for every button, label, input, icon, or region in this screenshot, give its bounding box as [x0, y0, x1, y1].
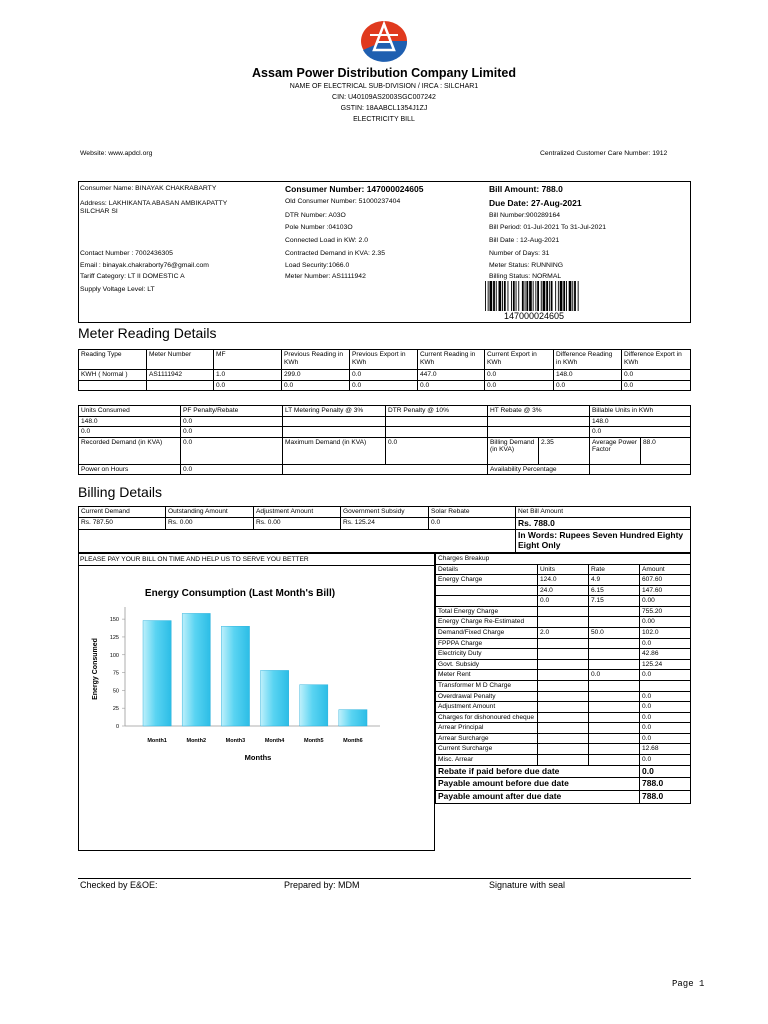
- total-value: 788.0: [640, 778, 691, 791]
- barcode-bar: [488, 281, 489, 311]
- barcode-bar: [543, 281, 546, 311]
- table-header: Solar Rebate: [429, 507, 516, 518]
- table-cell: 124.0: [538, 575, 589, 586]
- table-cell: 2.35: [539, 437, 590, 464]
- y-axis-label: Energy Consumed: [92, 638, 99, 700]
- table-cell: [538, 680, 589, 691]
- old-consumer-number: Old Consumer Number: 51000237404: [285, 198, 401, 205]
- table-row: [79, 530, 691, 553]
- table-header: HT Rebate @ 3%: [488, 406, 590, 417]
- table-row: [436, 606, 691, 617]
- table-header: Amount: [640, 564, 691, 575]
- table-cell: 12.68: [640, 744, 691, 755]
- table-cell: [79, 380, 147, 391]
- barcode-bar: [569, 281, 572, 311]
- prepared-by: Prepared by: MDM: [284, 880, 360, 890]
- barcode-bar: [502, 281, 503, 311]
- tariff-category: Tariff Category: LT II DOMESTIC A: [80, 273, 185, 280]
- table-cell: 4.9: [589, 575, 640, 586]
- table-row: [79, 427, 691, 438]
- table-cell: 148.0: [79, 416, 181, 427]
- table-cell: [538, 723, 589, 734]
- barcode-bar: [560, 281, 563, 311]
- table-cell: 88.0: [641, 437, 691, 464]
- y-tick-label: 25: [112, 706, 119, 713]
- table-cell: [436, 585, 538, 596]
- consumer-name: Consumer Name: BINAYAK CHAKRABARTY: [80, 185, 217, 192]
- table-row: [436, 691, 691, 702]
- total-label: Payable amount after due date: [436, 791, 640, 804]
- website-link[interactable]: Website: www.apdcl.org: [80, 150, 153, 157]
- table-cell: 0.0: [181, 416, 283, 427]
- please-pay-notice: PLEASE PAY YOUR BILL ON TIME AND HELP US TO SERVE YOU BETTER: [80, 556, 309, 563]
- table-cell: Adjustment Amount: [436, 702, 538, 713]
- barcode: [485, 281, 580, 311]
- table-cell: [589, 702, 640, 713]
- table-cell: Arrear Surcharge: [436, 733, 538, 744]
- barcode-bar: [496, 281, 497, 311]
- table-header: Meter Number: [147, 350, 214, 370]
- barcode-bar: [529, 281, 532, 311]
- table-row: [436, 680, 691, 691]
- table-cell: Maximum Demand (in KVA): [283, 437, 386, 464]
- barcode-bar: [525, 281, 526, 311]
- table-cell: [538, 638, 589, 649]
- table-cell: Rs. 0.00: [254, 517, 341, 530]
- barcode-bar: [526, 281, 528, 311]
- table-cell: 607.60: [640, 575, 691, 586]
- table-header: Government Subsidy: [341, 507, 429, 518]
- number-of-days: Number of Days: 31: [489, 250, 550, 257]
- table-cell: 299.0: [282, 370, 350, 381]
- table-header: Units: [538, 564, 589, 575]
- contact-number: Contact Number : 7002436305: [80, 250, 173, 257]
- table-header: Rate: [589, 564, 640, 575]
- checked-by: Checked by E&OE:: [80, 880, 158, 890]
- table-cell: FPPPA Charge: [436, 638, 538, 649]
- table-cell: 148.0: [590, 416, 691, 427]
- bar: [261, 670, 289, 726]
- barcode-bar: [485, 281, 486, 311]
- table-cell: 7.15: [589, 596, 640, 607]
- bar: [339, 710, 367, 726]
- barcode-bar: [574, 281, 576, 311]
- table-cell: Charges for dishonoured cheque: [436, 712, 538, 723]
- table-cell: 0.0: [181, 427, 283, 438]
- table-cell: Overdrawal Penalty: [436, 691, 538, 702]
- table-cell: AS1111942: [147, 370, 214, 381]
- table-cell: 447.0: [418, 370, 485, 381]
- table-cell: 0.0: [640, 638, 691, 649]
- table-header: LT Metering Penalty @ 3%: [283, 406, 386, 417]
- bill-amount: Bill Amount: 788.0: [489, 184, 563, 194]
- load-security: Load Security:1066.0: [285, 262, 350, 269]
- table-row: [436, 554, 691, 565]
- barcode-bar: [490, 281, 493, 311]
- table-cell: Misc. Arrear: [436, 754, 538, 765]
- barcode-bar: [563, 281, 565, 311]
- table-cell: 0.00: [640, 617, 691, 628]
- table-header: Previous Reading in KWh: [282, 350, 350, 370]
- table-cell: [589, 680, 640, 691]
- table-row: [436, 617, 691, 628]
- barcode-number: 147000024605: [503, 311, 565, 321]
- subdivision-line: NAME OF ELECTRICAL SUB-DIVISION / IRCA : SILCHAR1: [289, 83, 479, 90]
- table-cell: [589, 712, 640, 723]
- table-cell: 148.0: [554, 370, 622, 381]
- table-row: [436, 754, 691, 765]
- billing-details-title: Billing Details: [78, 484, 163, 500]
- barcode-bar: [537, 281, 539, 311]
- contracted-demand: Contracted Demand in KVA: 2.35: [285, 250, 385, 257]
- table-cell: Recorded Demand (in KVA): [79, 437, 181, 464]
- customer-care: Centralized Customer Care Number: 1912: [540, 150, 668, 157]
- y-tick-label: 75: [112, 670, 119, 677]
- y-tick-label: 150: [109, 617, 119, 624]
- page-number: Page 1: [672, 979, 705, 989]
- table-header: Current Demand: [79, 507, 166, 518]
- table-cell: 0.0: [640, 733, 691, 744]
- table-row: [436, 564, 691, 575]
- x-tick-label: Month4: [264, 738, 285, 744]
- barcode-bar: [566, 281, 567, 311]
- table-cell: [538, 733, 589, 744]
- table-cell: 102.0: [640, 628, 691, 639]
- table-cell: [589, 649, 640, 660]
- meter-number: Meter Number: AS1111942: [285, 273, 366, 280]
- charges-breakup-title: Charges Breakup: [436, 554, 691, 565]
- table-cell: Arrear Principal: [436, 723, 538, 734]
- charges-breakup-table: [435, 553, 691, 804]
- signature-with-seal: Signature with seal: [489, 880, 566, 890]
- barcode-bar: [558, 281, 559, 311]
- table-cell: Energy Charge: [436, 575, 538, 586]
- barcode-bar: [499, 281, 502, 311]
- table-cell: 0.0: [429, 517, 516, 530]
- table-cell: Rs. 0.00: [166, 517, 254, 530]
- y-tick-label: 125: [109, 634, 119, 641]
- y-tick-label: 100: [109, 652, 119, 659]
- table-cell: 0.0: [622, 370, 691, 381]
- table-cell: KWH ( Normal ): [79, 370, 147, 381]
- table-header: Billable Units in KWh: [590, 406, 691, 417]
- company-name: Assam Power Distribution Company Limited: [252, 66, 516, 80]
- x-tick-label: Month1: [147, 738, 167, 744]
- total-label: Payable amount before due date: [436, 778, 640, 791]
- table-cell: [538, 670, 589, 681]
- table-cell: 0.0: [622, 380, 691, 391]
- table-row: [436, 670, 691, 681]
- table-cell: 0.0: [640, 754, 691, 765]
- chart-title: Energy Consumption (Last Month's Bill): [144, 588, 336, 599]
- table-row: [79, 517, 691, 530]
- table-cell: 42.86: [640, 649, 691, 660]
- table-cell: [538, 712, 589, 723]
- table-cell: 6.15: [589, 585, 640, 596]
- table-cell: 0.0: [386, 437, 488, 464]
- table-row: [436, 628, 691, 639]
- table-cell: [538, 659, 589, 670]
- table-cell: 0.0: [640, 670, 691, 681]
- total-row: [436, 765, 691, 778]
- bar: [221, 626, 249, 726]
- units-table: [78, 405, 691, 475]
- consumer-address: Address: LAKHIKANTA ABASAN AMBIKAPATTY: [80, 200, 228, 207]
- table-cell: [589, 659, 640, 670]
- table-row: [436, 659, 691, 670]
- apdcl-logo: [360, 20, 408, 62]
- table-header: Outstanding Amount: [166, 507, 254, 518]
- table-cell: Demand/Fixed Charge: [436, 628, 538, 639]
- table-row: [436, 723, 691, 734]
- table-cell: [436, 596, 538, 607]
- table-cell: 24.0: [538, 585, 589, 596]
- barcode-bar: [572, 281, 573, 311]
- table-row: [436, 638, 691, 649]
- table-cell: [589, 691, 640, 702]
- table-cell: 0.0: [350, 380, 418, 391]
- billing-status: Billing Status: NORMAL: [489, 273, 562, 280]
- gstin-line: GSTIN: 18AABCL1354J1ZJ: [340, 105, 428, 112]
- barcode-bar: [511, 281, 512, 311]
- table-cell: 50.0: [589, 628, 640, 639]
- barcode-bar: [504, 281, 506, 311]
- table-cell: [589, 744, 640, 755]
- supply-voltage: Supply Voltage Level: LT: [80, 286, 155, 293]
- table-cell: 0.0: [538, 596, 589, 607]
- table-cell: 0.0: [554, 380, 622, 391]
- table-cell: 1.0: [214, 370, 282, 381]
- table-header: PF Penalty/Rebate: [181, 406, 283, 417]
- barcode-bar: [546, 281, 548, 311]
- table-cell: Transformer M D Charge: [436, 680, 538, 691]
- table-cell: 755.20: [640, 606, 691, 617]
- table-cell: [538, 754, 589, 765]
- table-cell: Total Energy Charge: [436, 606, 538, 617]
- total-value: 0.0: [640, 765, 691, 778]
- table-cell: Availability Percentage: [488, 464, 590, 475]
- table-cell: 0.0: [181, 437, 283, 464]
- bar: [300, 685, 328, 726]
- table-cell: [538, 649, 589, 660]
- footer-divider: [78, 878, 691, 879]
- table-cell: [589, 754, 640, 765]
- table-row: [79, 350, 691, 370]
- table-row: [79, 380, 691, 391]
- table-cell: [589, 617, 640, 628]
- table-row: [79, 406, 691, 417]
- total-row: [436, 791, 691, 804]
- consumer-address-2: SILCHAR SI: [80, 208, 118, 215]
- table-row: [79, 370, 691, 381]
- table-cell: [538, 606, 589, 617]
- table-cell: [538, 744, 589, 755]
- table-cell: [147, 380, 214, 391]
- total-value: 788.0: [640, 791, 691, 804]
- table-row: [436, 733, 691, 744]
- table-cell: 0.0: [214, 380, 282, 391]
- table-header: Units Consumed: [79, 406, 181, 417]
- table-cell: 125.24: [640, 659, 691, 670]
- table-cell: [538, 691, 589, 702]
- table-cell: 0.00: [640, 596, 691, 607]
- bar: [143, 621, 171, 726]
- connected-load: Connected Load in KW: 2.0: [285, 237, 369, 244]
- meter-status: Meter Status: RUNNING: [489, 262, 564, 269]
- table-cell: 0.0: [589, 670, 640, 681]
- barcode-bar: [533, 281, 534, 311]
- pole-number: Pole Number :04103O: [285, 224, 353, 231]
- x-tick-label: Month2: [186, 738, 207, 744]
- table-cell: 0.0: [485, 380, 554, 391]
- barcode-bar: [578, 281, 579, 311]
- table-header: Adjustment Amount: [254, 507, 341, 518]
- table-cell: [589, 638, 640, 649]
- table-row: [436, 744, 691, 755]
- consumer-number: Consumer Number: 147000024605: [285, 184, 424, 194]
- x-tick-label: Month3: [225, 738, 246, 744]
- bill-number: Bill Number:900289164: [489, 212, 561, 219]
- x-tick-label: Month5: [303, 738, 324, 744]
- bill-type-line: ELECTRICITY BILL: [353, 116, 415, 123]
- table-cell: Rs. 787.50: [79, 517, 166, 530]
- amount-in-words: In Words: Rupees Seven Hundred Eighty Eight Only: [516, 530, 691, 553]
- total-row: [436, 778, 691, 791]
- table-cell: [640, 680, 691, 691]
- table-cell: 0.0: [181, 464, 283, 475]
- table-row: [79, 437, 691, 464]
- table-header: Difference Export in KWh: [622, 350, 691, 370]
- table-cell: Meter Rent: [436, 670, 538, 681]
- net-bill-amount: Rs. 788.0: [516, 517, 691, 530]
- table-cell: Billing Demand (in KVA): [488, 437, 539, 464]
- due-date: Due Date: 27-Aug-2021: [489, 198, 582, 208]
- table-cell: 0.0: [640, 702, 691, 713]
- barcode-bar: [518, 281, 519, 311]
- table-cell: 0.0: [350, 370, 418, 381]
- bar: [182, 613, 210, 726]
- energy-consumption-chart: [80, 567, 432, 849]
- bill-period: Bill Period: 01-Jul-2021 To 31-Jul-2021: [489, 224, 607, 231]
- meter-reading-table: [78, 349, 691, 391]
- table-cell: Energy Charge Re-Estimated: [436, 617, 538, 628]
- total-label: Rebate if paid before due date: [436, 765, 640, 778]
- table-cell: Average Power Factor: [590, 437, 641, 464]
- table-header: Details: [436, 564, 538, 575]
- table-cell: 0.0: [640, 712, 691, 723]
- table-cell: [589, 606, 640, 617]
- table-cell: 0.0: [485, 370, 554, 381]
- email: Email : binayak.chakraborty76@gmail.com: [80, 262, 209, 269]
- cin-line: CIN: U40109AS2003SGC007242: [332, 94, 436, 101]
- barcode-bar: [549, 281, 550, 311]
- table-cell: [589, 733, 640, 744]
- table-cell: 0.0: [79, 427, 181, 438]
- table-header: Current Reading in KWh: [418, 350, 485, 370]
- table-cell: [538, 617, 589, 628]
- table-row: [436, 575, 691, 586]
- table-header: Reading Type: [79, 350, 147, 370]
- table-cell: 0.0: [418, 380, 485, 391]
- table-cell: [538, 702, 589, 713]
- table-cell: 0.0: [640, 691, 691, 702]
- table-cell: 0.0: [282, 380, 350, 391]
- table-header: DTR Penalty @ 10%: [386, 406, 488, 417]
- table-cell: 147.60: [640, 585, 691, 596]
- table-header: Current Export in KWh: [485, 350, 554, 370]
- x-tick-label: Month6: [343, 738, 363, 744]
- barcode-bar: [522, 281, 524, 311]
- bill-date: Bill Date : 12-Aug-2021: [489, 237, 560, 244]
- table-row: [436, 702, 691, 713]
- barcode-bar: [508, 281, 509, 311]
- barcode-bar: [516, 281, 517, 311]
- table-header: Net Bill Amount: [516, 507, 691, 518]
- table-row: [436, 712, 691, 723]
- barcode-bar: [551, 281, 553, 311]
- table-cell: 0.0: [590, 427, 691, 438]
- y-tick-label: 50: [112, 688, 119, 695]
- table-row: [79, 507, 691, 518]
- table-cell: Current Surcharge: [436, 744, 538, 755]
- x-axis-label: Months: [244, 753, 272, 762]
- divider: [78, 565, 435, 566]
- dtr-number: DTR Number: A03O: [285, 212, 346, 219]
- table-row: [436, 596, 691, 607]
- table-cell: 0.0: [640, 723, 691, 734]
- barcode-bar: [541, 281, 542, 311]
- table-header: Previous Export in KWh: [350, 350, 418, 370]
- table-cell: 2.0: [538, 628, 589, 639]
- barcode-bar: [555, 281, 556, 311]
- table-row: [436, 585, 691, 596]
- billing-summary-table: [78, 506, 691, 553]
- table-header: Difference Reading in KWh: [554, 350, 622, 370]
- table-cell: [589, 723, 640, 734]
- table-cell: Electricity Duty: [436, 649, 538, 660]
- barcode-bar: [513, 281, 515, 311]
- table-cell: Rs. 125.24: [341, 517, 429, 530]
- table-row: [436, 649, 691, 660]
- table-cell: Power on Hours: [79, 464, 181, 475]
- table-cell: Govt. Subsidy: [436, 659, 538, 670]
- table-header: MF: [214, 350, 282, 370]
- y-tick-label: 0: [115, 724, 119, 730]
- barcode-bar: [535, 281, 536, 311]
- table-row: [79, 464, 691, 475]
- table-row: [79, 416, 691, 427]
- meter-reading-title: Meter Reading Details: [78, 325, 217, 341]
- barcode-bar: [493, 281, 495, 311]
